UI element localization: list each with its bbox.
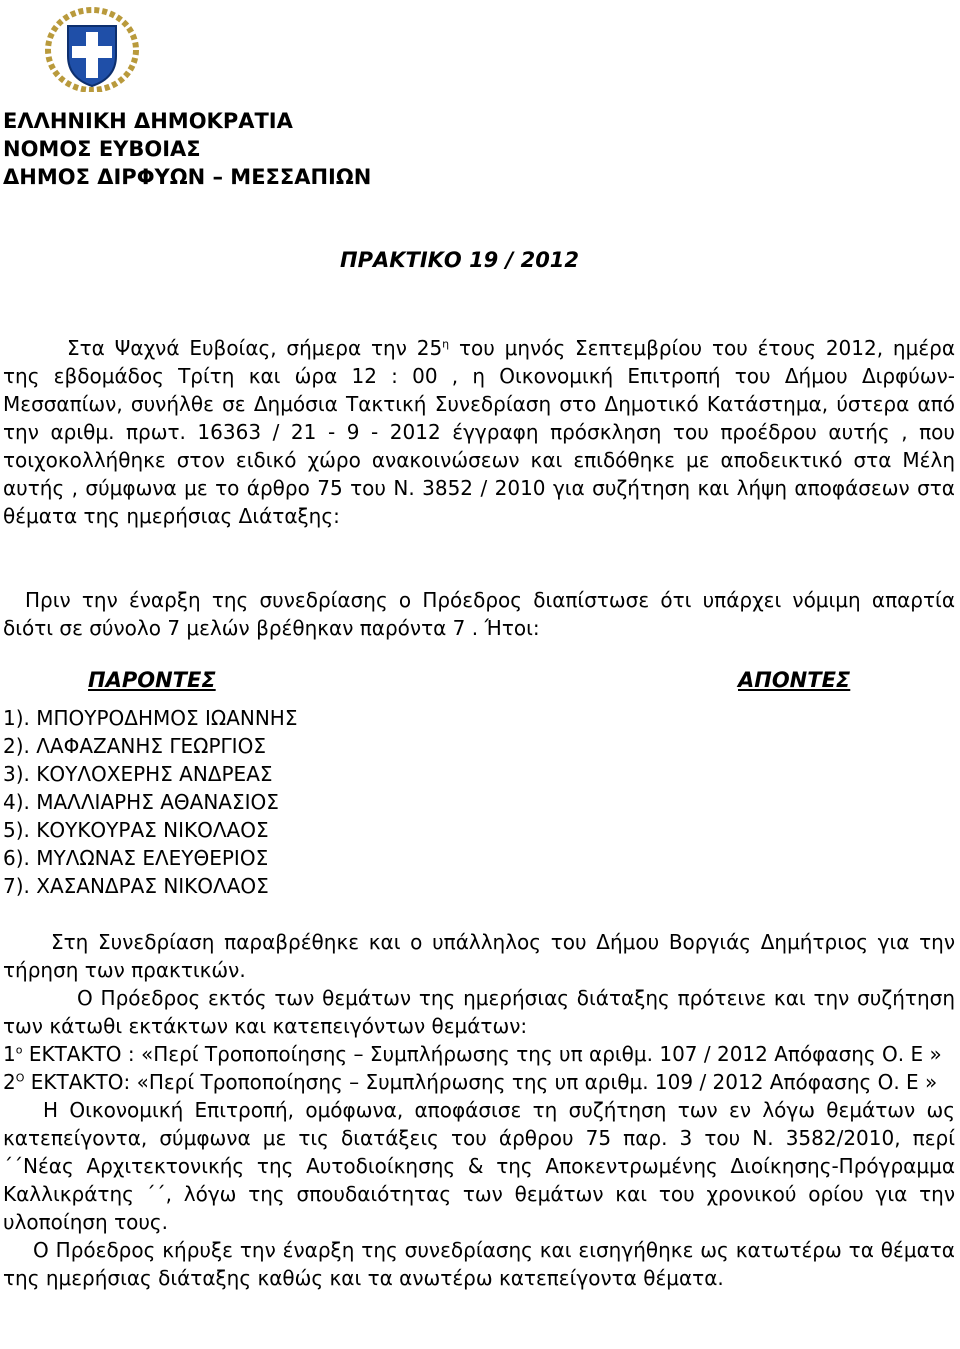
list-item: 1). ΜΠΟΥΡΟΔΗΜΟΣ ΙΩΑΝΝΗΣ bbox=[3, 706, 298, 730]
clerk-paragraph: Στη Συνεδρίαση παραβρέθηκε και ο υπάλληλος του Δήμου Βοργιάς Δημήτριος για την τήρηση των πρακτικών. bbox=[3, 930, 955, 982]
start-paragraph: Ο Πρόεδρος κήρυξε την έναρξη της συνεδρίασης και εισηγήθηκε ως κατωτέρω τα θέματα της ημερήσιας διάταξης καθώς και τα ανωτέρω κατεπείγοντα θέματα. bbox=[3, 1238, 955, 1290]
list-item: 2). ΛΑΦΑΖΑΝΗΣ ΓΕΩΡΓΙΟΣ bbox=[3, 734, 266, 758]
quorum-paragraph: Πριν την έναρξη της συνεδρίασης ο Πρόεδρος διαπίστωσε ότι υπάρχει νόμιμη απαρτία διότι σε σύνολο 7 μελών βρέθηκαν παρόντα 7 . Ήτοι: bbox=[3, 588, 955, 640]
intro-superscript: η bbox=[442, 337, 450, 351]
list-item: 5). ΚΟΥΚΟΥΡΑΣ ΝΙΚΟΛΑΟΣ bbox=[3, 818, 269, 842]
issuer-header bbox=[3, 107, 371, 191]
list-item: 6). ΜΥΛΩΝΑΣ ΕΛΕΥΘΕΡΙΟΣ bbox=[3, 846, 269, 870]
intro-text-2: του μηνός Σεπτεμβρίου του έτους 2012, ημέρα της εβδομάδος Τρίτη και ώρα 12 : 00 , η Οικονομική Επιτροπή του Δήμου Διρφύων-Μεσσαπίων, συνήλθε σε Δημόσια Τακτική Συνεδρίαση στο Δημοτικό Κατάστημα, ύστερα από την αριθμ. πρωτ. 16363 / 21 - 9 - 2012 έγγραφη πρόσκληση του προέδρου αυτής , που τοιχοκολλήθηκε στον ειδικό χώρο ανακοινώσεων και επιδόθηκε με αποδεικτικό στα Μέλη αυτής , σύμφωνα με το άρθρο 75 του Ν. 3852 / 2010 για συζήτηση και λήψη αποφάσεων στα θέματα της ημερήσιας Διάταξης: bbox=[3, 336, 956, 528]
list-item: 4). ΜΑΛΛΙΑΡΗΣ ΑΘΑΝΑΣΙΟΣ bbox=[3, 790, 279, 814]
header-line-municipality: ΔΗΜΟΣ ΔΙΡΦΥΩΝ – ΜΕΣΣΑΠΙΩΝ bbox=[3, 165, 372, 189]
extra-item-1: $1^o$ ΕΚΤΑΚΤΟ : «Περί Τροποποίησης – Συμπλήρωσης της υπ αριθμ. 107 / 2012 Απόφασης Ο. Ε » bbox=[3, 1042, 942, 1066]
extra-item-2: $2^O$ ΕΚΤΑΚΤΟ: «Περί Τροποποίησης – Συμπλήρωσης της υπ αριθμ. 109 / 2012 Απόφασης Ο. Ε » bbox=[3, 1070, 938, 1094]
decision-paragraph: Η Οικονομική Επιτροπή, ομόφωνα, αποφάσισε τη συζήτηση των εν λόγω θεμάτων ως κατεπείγοντα, σύμφωνα με τις διατάξεις του άρθρου 75 παρ. 3 του Ν. 3582/2010, περί ΄΄Νέας Αρχιτεκτονικής της Αυτοδιοίκησης & της Αποκεντρωμένης Διοίκησης-Πρόγραμμα Καλλικράτης ΄΄, λόγω της σπουδαιότητας των θεμάτων και του χρονικού ορίου για την υλοποίηση τους. bbox=[3, 1098, 955, 1234]
proposal-paragraph: Ο Πρόεδρος εκτός των θεμάτων της ημερήσιας διάταξης πρότεινε και την συζήτηση των κάτωθι εκτάκτων και κατεπειγόντων θεμάτων: bbox=[3, 986, 955, 1038]
intro-paragraph bbox=[3, 334, 955, 530]
present-members-list bbox=[3, 704, 297, 900]
list-item: 3). ΚΟΥΛΟΧΕΡΗΣ ΑΝΔΡΕΑΣ bbox=[3, 762, 273, 786]
document-title: ΠΡΑΚΤΙΚΟ 19 / 2012 bbox=[340, 248, 580, 272]
absent-heading: ΑΠΟΝΤΕΣ bbox=[738, 668, 851, 692]
hellenic-republic-emblem-icon bbox=[44, 6, 140, 92]
present-heading: ΠΑΡΟΝΤΕΣ bbox=[88, 668, 216, 692]
intro-text-1: Στα Ψαχνά Ευβοίας, σήμερα την 25 bbox=[67, 336, 443, 360]
header-line-prefecture: ΝΟΜΟΣ ΕΥΒΟΙΑΣ bbox=[3, 137, 201, 161]
body-section bbox=[3, 928, 955, 1292]
list-item: 7). ΧΑΣΑΝΔΡΑΣ ΝΙΚΟΛΑΟΣ bbox=[3, 874, 269, 898]
header-line-republic: ΕΛΛΗΝΙΚΗ ΔΗΜΟΚΡΑΤΙΑ bbox=[3, 109, 293, 133]
